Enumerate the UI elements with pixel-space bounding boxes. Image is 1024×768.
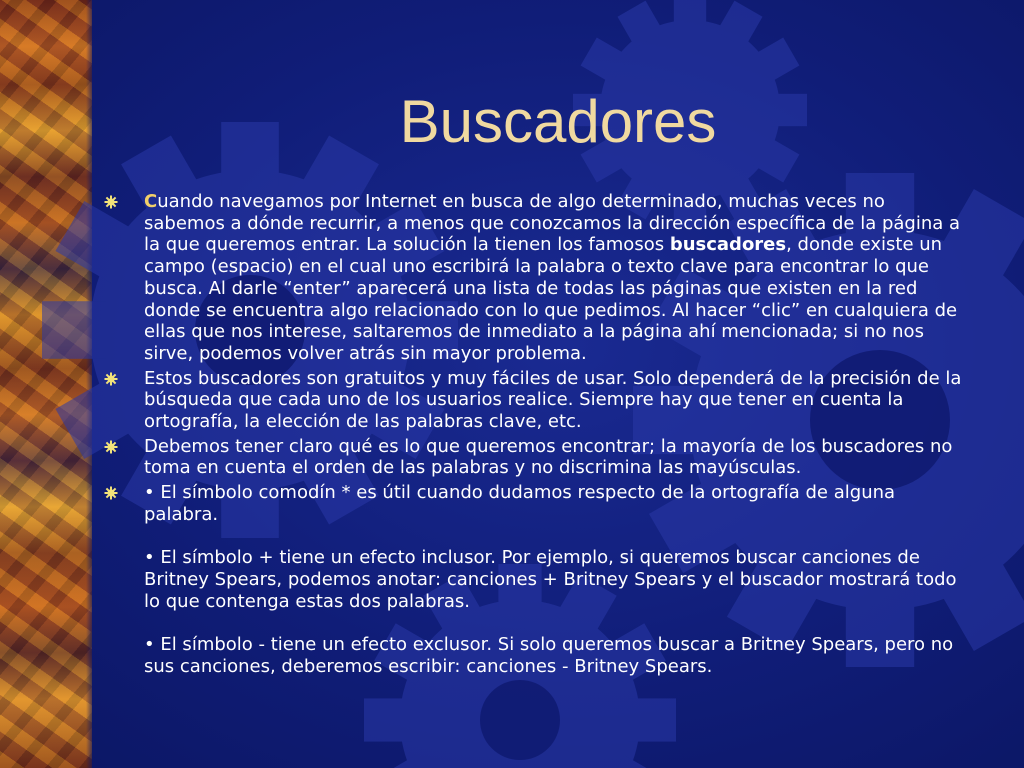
gear-bullet-icon xyxy=(104,372,118,386)
bold-keyword: buscadores xyxy=(669,234,787,256)
symbol-minus-paragraph: • El símbolo - tiene un efecto exclusor. Si solo queremos buscar a Britney Spears, pero no sus canciones, deberemos escribir: canciones - Britney Spears. xyxy=(144,634,954,677)
list-item xyxy=(104,191,964,365)
symbol-plus-paragraph: • El símbolo + tiene un efecto inclusor. Por ejemplo, si queremos buscar canciones de Britney Spears, podemos anotar: canciones + Britney Spears y el buscador mostrará todo lo que contenga estas dos palabras. xyxy=(144,547,957,612)
gear-bullet-icon xyxy=(104,486,118,500)
bullet-list xyxy=(104,191,964,680)
bullet-text: Debemos tener claro qué es lo que queremos encontrar; la mayoría de los buscadores no toma en cuenta el orden de las palabras y no discrimina las mayúsculas. xyxy=(144,435,953,479)
gear-bullet-icon xyxy=(104,195,118,209)
paragraph-spacer xyxy=(144,612,964,634)
bullet-text-continued: , donde existe un campo (espacio) en el cual uno escribirá la palabra o texto clave para encontrar lo que busca. Al darle “enter” aparecerá una lista de todas las páginas que existen en la red donde se encuentra algo relacionado con lo que pedimos. Al hacer “clic” en cualquiera de ellas que nos interese, saltaremos de inmediato a la página ahí mencionada; si no nos sirve, podemos volver atrás sin mayor problema. xyxy=(144,234,958,364)
gear-bullet-icon xyxy=(104,440,118,454)
bullet-text: uando navegamos por Internet en busca de algo determinado, muchas veces no sabemos a dónde recurrir, a menos que conozcamos la dirección específica de la página a la que queremos entrar. La solución la tienen los famosos xyxy=(144,191,961,256)
symbol-wildcard-paragraph: • El símbolo comodín * es útil cuando dudamos respecto de la ortografía de alguna palabra. xyxy=(144,482,896,525)
bullet-text: Estos buscadores son gratuitos y muy fáciles de usar. Solo dependerá de la precisión de la búsqueda que cada uno de los usuarios realice. Siempre hay que tener en cuenta la ortografía, la elección de las palabras clave, etc. xyxy=(144,367,962,433)
list-item xyxy=(104,482,964,677)
list-item xyxy=(104,436,964,479)
list-item xyxy=(104,368,964,433)
slide-title: Buscadores xyxy=(399,88,717,155)
first-letter: C xyxy=(144,191,158,212)
paragraph-spacer xyxy=(144,526,964,548)
